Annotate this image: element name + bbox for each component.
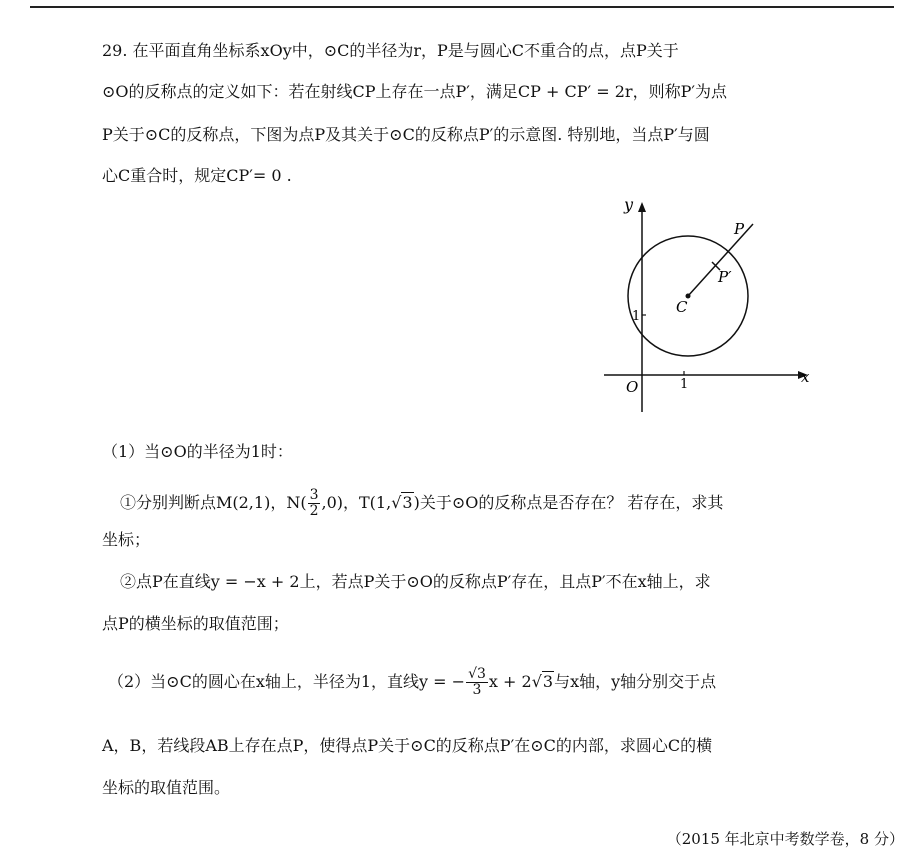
part2-frac-num: √3 bbox=[468, 666, 486, 682]
c-label: C bbox=[676, 298, 688, 316]
q1-frac-den: 2 bbox=[309, 503, 319, 519]
problem-number: 29. bbox=[102, 41, 128, 60]
y-axis-label: y bbox=[624, 195, 634, 214]
part1-q2-line2: 点P的横坐标的取值范围； bbox=[102, 614, 289, 633]
part2-frac-num-radicand: 3 bbox=[476, 666, 486, 682]
part2-sqrt: √3 bbox=[531, 672, 554, 691]
problem-line-1 bbox=[102, 41, 679, 61]
x-tick-label: 1 bbox=[680, 377, 689, 392]
problem-line-2: ⊙O的反称点的定义如下：若在射线CP上存在一点P′，满足CP + CP′ = 2r，则称P′为点 bbox=[102, 82, 727, 101]
part2-text-c: 与x轴，y轴分别交于点 bbox=[554, 672, 717, 691]
problem-line-3: P关于⊙C的反称点，下图为点P及其关于⊙C的反称点P′的示意图. 特别地，当点P′与圆 bbox=[102, 125, 710, 144]
p-label: P bbox=[734, 220, 745, 238]
q1-frac-num: 3 bbox=[309, 487, 319, 503]
q1-sqrt-radicand: 3 bbox=[402, 493, 413, 512]
part2-line1 bbox=[108, 667, 716, 698]
part2-line2: A，B，若线段AB上存在点P，使得点P关于⊙C的反称点P′在⊙C的内部，求圆心C的横 bbox=[102, 736, 713, 755]
coordinate-figure bbox=[596, 190, 816, 415]
part2-frac-den: 3 bbox=[472, 682, 482, 698]
part2-text-a: （2）当⊙C的圆心在x轴上，半径为1，直线y = − bbox=[108, 672, 466, 691]
q1-sqrt: √3 bbox=[391, 493, 413, 512]
part1-heading: （1）当⊙O的半径为1时： bbox=[102, 442, 293, 461]
p-prime-label: P′ bbox=[718, 268, 732, 286]
q1-text-b: ,0)，T(1, bbox=[321, 493, 392, 512]
origin-label: O bbox=[626, 378, 639, 396]
part2-fraction bbox=[466, 667, 488, 698]
y-axis-arrow bbox=[638, 202, 646, 212]
part1-q2-line1: ②点P在直线y = −x + 2上，若点P关于⊙O的反称点P′存在，且点P′不在x轴上，求 bbox=[120, 572, 711, 591]
part1-q1-line1 bbox=[120, 488, 723, 519]
part2-line3: 坐标的取值范围。 bbox=[102, 778, 231, 797]
problem-text-1: 在平面直角坐标系xOy中，⊙C的半径为r，P是与圆心C不重合的点，点P关于 bbox=[132, 41, 679, 60]
source-note: （2015 年北京中考数学卷，8 分） bbox=[666, 830, 904, 848]
y-tick-label: 1 bbox=[632, 309, 641, 324]
part2-text-b: x + 2 bbox=[488, 672, 532, 691]
part2-sqrt-radicand: 3 bbox=[542, 672, 554, 691]
part1-q1-line2: 坐标； bbox=[102, 530, 151, 549]
q1-text-a: ①分别判断点M(2,1)，N( bbox=[120, 493, 307, 512]
x-axis-label: x bbox=[801, 368, 810, 386]
q1-fraction bbox=[308, 488, 321, 519]
problem-line-4: 心C重合时，规定CP′= 0 . bbox=[102, 166, 292, 185]
q1-text-c: )关于⊙O的反称点是否存在？ 若存在，求其 bbox=[413, 493, 724, 512]
top-rule bbox=[30, 6, 894, 8]
